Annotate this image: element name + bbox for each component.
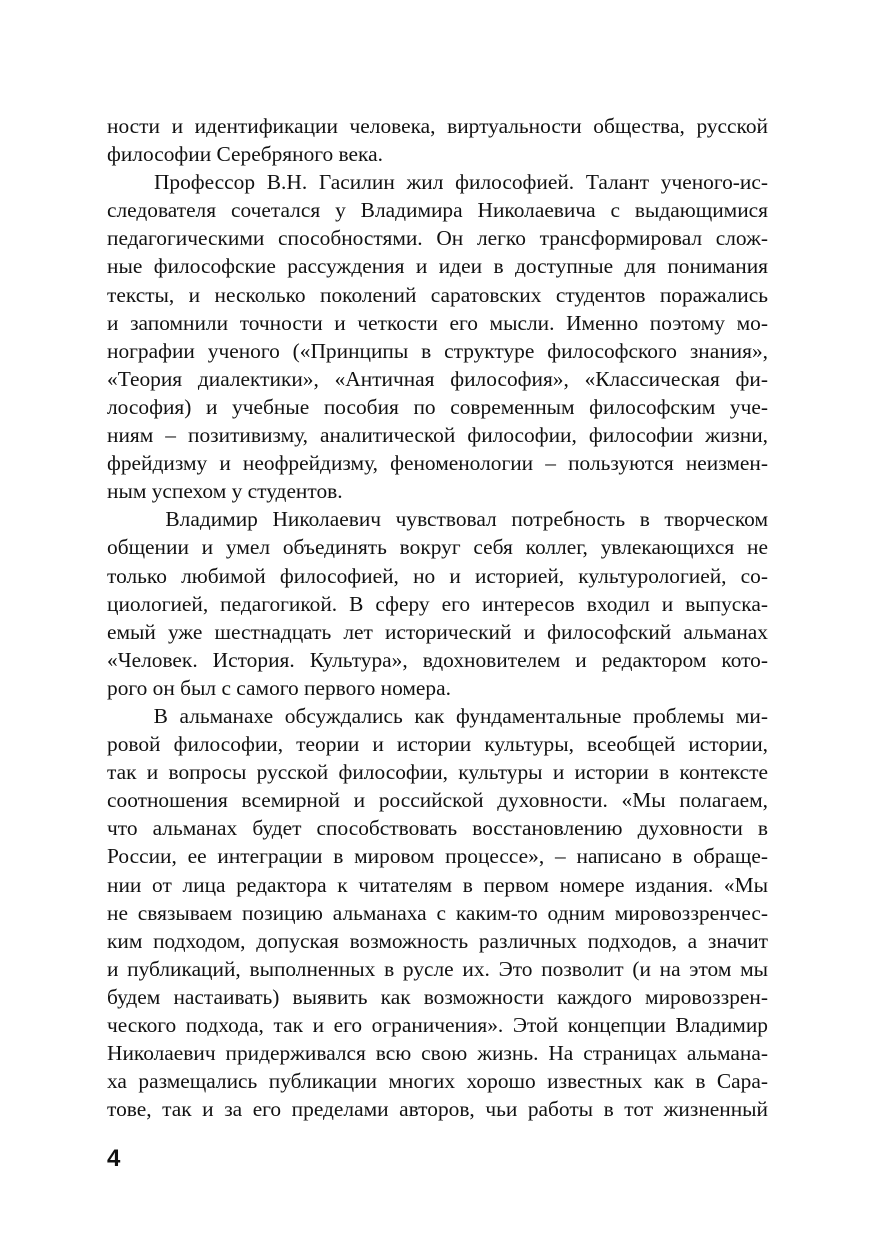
text-line: только любимой философией, но и историей, культурологией, со- <box>107 563 768 588</box>
text-line: педагогическими способностями. Он легко трансформировал слож- <box>107 226 768 251</box>
text-line: ха размещались публикации многих хорошо известных как в Сара- <box>107 1069 768 1094</box>
page-number: 4 <box>107 1145 121 1172</box>
text-line: будем настаивать) выявить как возможности каждого мировоззрен- <box>107 984 768 1009</box>
text-line: ности и идентификации человека, виртуальности общества, русской <box>107 114 768 138</box>
text-line: ческого подхода, так и его ограничения». Этой концепции Владимир <box>107 1013 768 1037</box>
text-line: что альманах будет способствовать восстановлению духовности в <box>107 816 768 841</box>
text-line: так и вопросы русской философии, культуры и истории в контексте <box>107 760 768 785</box>
text-line: циологией, педагогикой. В сферу его интересов входил и выпуска- <box>107 591 768 616</box>
text-line: емый уже шестнадцать лет исторический и философский альманах <box>107 619 768 644</box>
text-line: не связываем позицию альманаха с каким-то одним мировоззренчес- <box>107 900 768 925</box>
text-line: ные философские рассуждения и идеи в доступные для понимания <box>107 254 768 279</box>
text-line: нографии ученого («Принципы в структуре философского знания», <box>107 338 768 363</box>
text-line: фрейдизму и неофрейдизму, феноменологии – пользуются неизмен- <box>107 451 768 476</box>
text-line: соотношения всемирной и российской духовности. «Мы полагаем, <box>107 788 768 813</box>
text-line: В альманахе обсуждались как фундаментальные проблемы ми- <box>107 703 768 728</box>
text-line: ровой философии, теории и истории культуры, всеобщей истории, <box>107 732 768 757</box>
text-line: «Теория диалектики», «Античная философия», «Классическая фи- <box>107 366 768 391</box>
body-text <box>107 112 768 1123</box>
text-line: Николаевич придерживался всю свою жизнь. На страницах альмана- <box>107 1041 768 1066</box>
text-line: нии от лица редактора к читателям в первом номере издания. «Мы <box>107 872 768 897</box>
text-line: и публикаций, выполненных в русле их. Это позволит (и на этом мы <box>107 956 768 981</box>
text-line: тове, так и за его пределами авторов, чьи работы в тот жизненный <box>107 1097 768 1122</box>
paragraph <box>107 168 768 505</box>
text-line: Профессор В.Н. Гасилин жил философией. Талант ученого-ис- <box>107 170 768 195</box>
text-line: рого он был с самого первого номера. <box>107 675 451 700</box>
text-line: ким подходом, допуская возможность различных подходов, а значит <box>107 928 768 953</box>
text-line: и запомнили точности и четкости его мысли. Именно поэтому мо- <box>107 310 768 335</box>
text-line: ниям – позитивизму, аналитической философии, философии жизни, <box>107 423 768 448</box>
text-line: тексты, и несколько поколений саратовских студентов поражались <box>107 282 768 307</box>
paragraph <box>107 505 768 702</box>
paragraph <box>107 702 768 1123</box>
text-line: России, ее интеграции в мировом процессе», – написано в обраще- <box>107 844 768 869</box>
text-line: ным успехом у студентов. <box>107 479 343 504</box>
text-line: следователя сочетался у Владимира Николаевича с выдающимися <box>107 198 768 223</box>
text-line: лософия) и учебные пособия по современным философским уче- <box>107 394 768 419</box>
text-line: философии Серебряного века. <box>107 142 383 167</box>
text-line: Владимир Николаевич чувствовал потребность в творческом <box>107 507 768 532</box>
paragraph <box>107 112 768 168</box>
text-line: «Человек. История. Культура», вдохновителем и редактором кото- <box>107 647 768 672</box>
text-line: общении и умел объединять вокруг себя коллег, увлекающихся не <box>107 535 768 560</box>
